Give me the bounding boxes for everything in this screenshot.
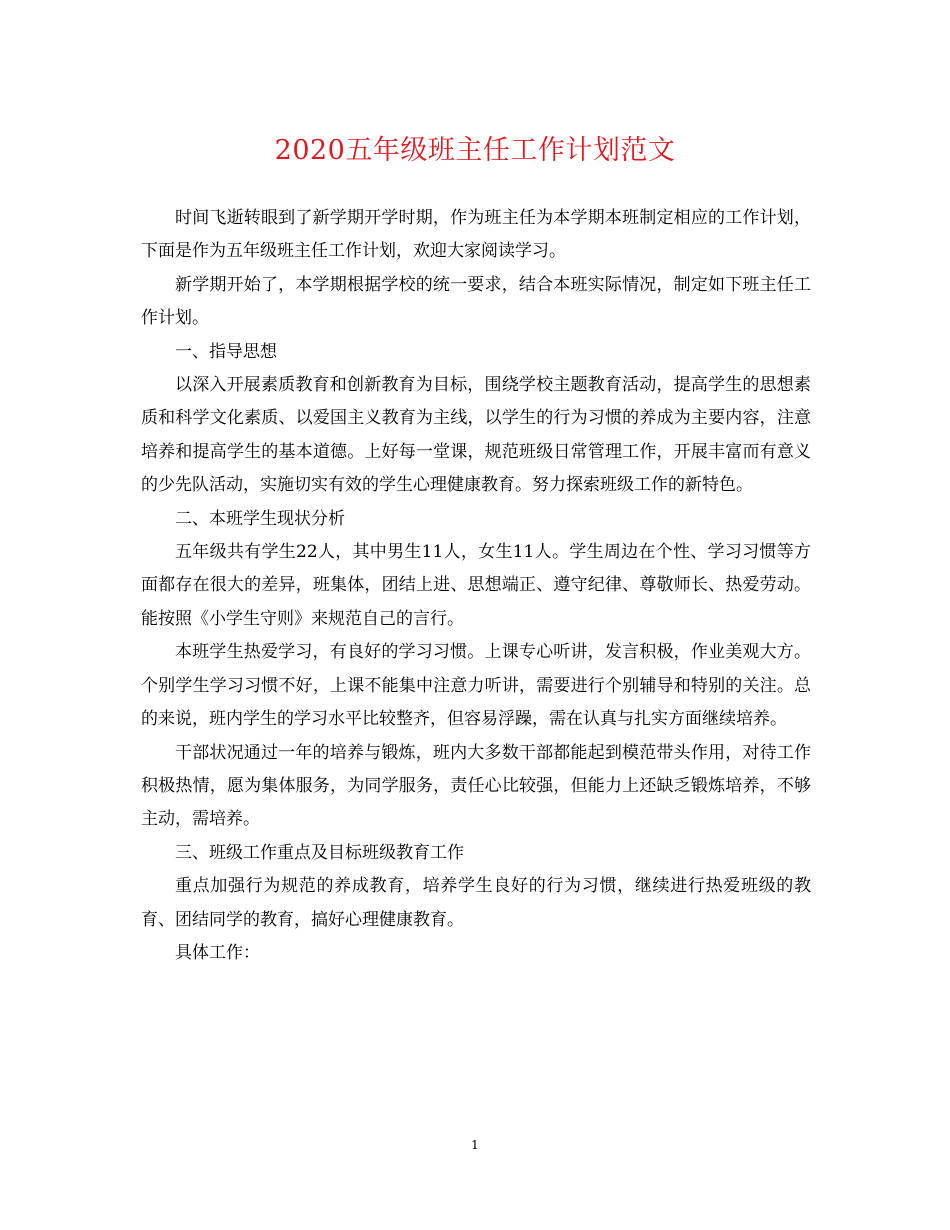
intro-paragraph: 时间飞逝转眼到了新学期开学时期，作为班主任为本学期本班制定相应的工作计划，下面是作为五年级班主任工作计划，欢迎大家阅读学习。	[141, 208, 811, 262]
plan-paragraph: 新学期开始了，本学期根据学校的统一要求，结合本班实际情况，制定如下班主任工作计划。	[141, 274, 811, 329]
document-title: 2020五年级班主任工作计划范文	[274, 135, 676, 166]
work-focus-paragraph: 重点加强行为规范的养成教育，培养学生良好的行为习惯，继续进行热爱班级的教育、团结同学的教育，搞好心理健康教育。	[141, 876, 811, 930]
study-habits-paragraph: 本班学生热爱学习，有良好的学习习惯。上课专心听讲，发言积极，作业美观大方。个别学生学习习惯不好，上课不能集中注意力听讲，需要进行个别辅导和特别的关注。总的来说，班内学生的学习水平比较整齐，但容易浮躁，需在认真与扎实方面继续培养。	[141, 642, 811, 730]
class-composition-paragraph: 五年级共有学生22人，其中男生11人，女生11人。学生周边在个性、学习习惯等方面都存在很大的差异，班集体，团结上进、思想端正、遵守纪律、尊敬师长、热爱劳动。能按照《小学生守则》来规范自己的言行。	[141, 542, 811, 629]
specific-work-label: 具体工作：	[175, 942, 260, 963]
section-heading-work-focus: 三、班级工作重点及目标班级教育工作	[175, 842, 464, 863]
section-heading-guiding-ideology: 一、指导思想	[175, 341, 277, 362]
section-heading-class-analysis: 二、本班学生现状分析	[175, 508, 345, 529]
document-body	[141, 202, 811, 970]
page-number: 1	[471, 1138, 479, 1152]
class-cadres-paragraph: 干部状况通过一年的培养与锻炼，班内大多数干部都能起到模范带头作用，对待工作积极热情，愿为集体服务，为同学服务，责任心比较强，但能力上还缺乏锻炼培养，不够主动，需培养。	[141, 742, 811, 830]
guiding-ideology-paragraph: 以深入开展素质教育和创新教育为目标，围绕学校主题教育活动，提高学生的思想素质和科学文化素质、以爱国主义教育为主线，以学生的行为习惯的养成为主要内容，注意培养和提高学生的基本道德。上好每一堂课，规范班级日常管理工作，开展丰富而有意义的少先队活动，实施切实有效的学生心理健康教育。努力探索班级工作的新特色。	[141, 375, 811, 496]
